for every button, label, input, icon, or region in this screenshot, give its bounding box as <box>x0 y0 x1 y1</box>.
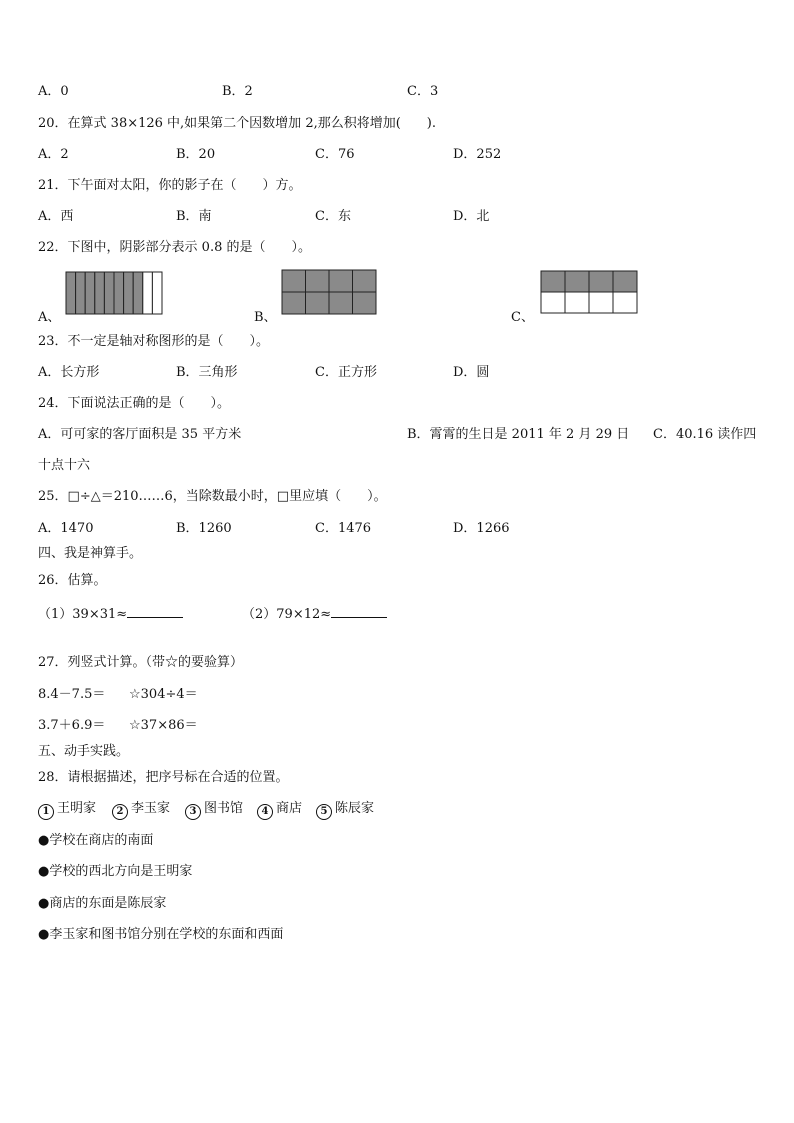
q28-clue-3: ●商店的东面是陈辰家 <box>38 896 167 911</box>
q20-stem: 20．在算式 38×126 中,如果第二个因数增加 2,那么积将增加( ). <box>38 116 436 131</box>
figure-b-cell <box>353 270 377 292</box>
place-4 <box>257 801 302 820</box>
figure-c-grid <box>540 270 638 314</box>
q24-stem: 24．下面说法正确的是（ ）。 <box>38 396 231 411</box>
figure-b-cell <box>282 270 306 292</box>
figure-a-column <box>152 272 162 314</box>
q20-option-d: D．252 <box>453 147 502 162</box>
q20-option-c: C．76 <box>315 147 355 162</box>
figure-a-column <box>124 272 134 314</box>
figure-c-cell <box>613 292 637 313</box>
number-4-circle-icon: 4 <box>257 804 273 820</box>
answer-blank[interactable] <box>127 605 183 618</box>
q25-option-c: C．1476 <box>315 521 372 536</box>
figure-a-column <box>85 272 95 314</box>
q25-option-a: A．1470 <box>38 521 94 536</box>
q26-part-2-label: （2）79×12≈ <box>242 607 332 622</box>
q26-stem: 26．估算。 <box>38 573 107 588</box>
q22-option-c: C、 <box>511 310 534 325</box>
q19-option-a: A．0 <box>38 84 69 99</box>
answer-blank[interactable] <box>331 605 387 618</box>
place-1 <box>38 801 96 820</box>
q23-option-c: C．正方形 <box>315 365 377 380</box>
figure-c-cell <box>565 271 589 292</box>
q27-item-3: 3.7＋6.9＝ <box>38 718 106 733</box>
number-5-circle-icon: 5 <box>316 804 332 820</box>
q22-stem: 22．下图中，阴影部分表示 0.8 的是（ ）。 <box>38 240 311 255</box>
q23-option-b: B．三角形 <box>176 365 238 380</box>
place-5 <box>316 801 374 820</box>
figure-a-column <box>66 272 76 314</box>
figure-c-cell <box>589 271 613 292</box>
q26-part-1-label: （1）39×31≈ <box>38 607 128 622</box>
q26-part-2 <box>242 605 387 623</box>
figure-c-cell <box>565 292 589 313</box>
place-name: 李玉家 <box>131 801 171 816</box>
figure-a-column <box>76 272 86 314</box>
number-3-circle-icon: 3 <box>185 804 201 820</box>
figure-b-cell <box>329 292 353 314</box>
q21-option-a: A．西 <box>38 209 74 224</box>
q21-option-d: D．北 <box>453 209 490 224</box>
figure-b-cell <box>282 292 306 314</box>
section-4-heading: 四、我是神算手。 <box>38 546 143 561</box>
q28-clue-1: ●学校在商店的南面 <box>38 833 154 848</box>
q27-item-1: 8.4－7.5＝ <box>38 687 106 702</box>
q19-option-b: B．2 <box>222 84 253 99</box>
figure-b-cell <box>329 270 353 292</box>
q20-option-a: A．2 <box>38 147 69 162</box>
figure-b-cell <box>353 292 377 314</box>
q27-stem: 27．列竖式计算。（带☆的要验算） <box>38 655 244 670</box>
q25-option-d: D．1266 <box>453 521 510 536</box>
figure-a-column <box>104 272 114 314</box>
figure-a-column <box>95 272 105 314</box>
q28-clue-2: ●学校的西北方向是王明家 <box>38 864 193 879</box>
q26-part-1 <box>38 605 183 623</box>
figure-a-column <box>133 272 143 314</box>
place-name: 商店 <box>276 801 303 816</box>
figure-c-cell <box>541 271 565 292</box>
number-1-circle-icon: 1 <box>38 804 54 820</box>
q28-stem: 28．请根据描述，把序号标在合适的位置。 <box>38 770 289 785</box>
section-5-heading: 五、动手实践。 <box>38 744 130 759</box>
figure-a-column <box>143 272 153 314</box>
q24-option-c: C．40.16 读作四 <box>653 427 757 442</box>
place-name: 图书馆 <box>204 801 244 816</box>
q19-option-c: C．3 <box>407 84 439 99</box>
q22-option-b: B、 <box>254 310 277 325</box>
q21-option-b: B．南 <box>176 209 212 224</box>
q28-clue-4: ●李玉家和图书馆分别在学校的东面和西面 <box>38 927 284 942</box>
q27-item-2: ☆304÷4＝ <box>129 687 198 702</box>
q24-option-a: A．可可家的客厅面积是 35 平方米 <box>38 427 242 442</box>
q24-option-c-continued: 十点十六 <box>38 458 91 473</box>
figure-c-cell <box>541 292 565 313</box>
figure-b-cell <box>306 270 330 292</box>
place-name: 陈辰家 <box>335 801 375 816</box>
figure-a-column <box>114 272 124 314</box>
figure-c-cell <box>613 271 637 292</box>
q22-option-a: A、 <box>38 310 61 325</box>
place-3 <box>185 801 243 820</box>
figure-c-cell <box>589 292 613 313</box>
q25-option-b: B．1260 <box>176 521 232 536</box>
q20-option-b: B．20 <box>176 147 216 162</box>
q21-stem: 21．下午面对太阳，你的影子在（ ）方。 <box>38 178 302 193</box>
place-name: 王明家 <box>57 801 97 816</box>
q23-option-a: A．长方形 <box>38 365 100 380</box>
q21-option-c: C．东 <box>315 209 351 224</box>
figure-a-strip <box>65 271 163 315</box>
q25-stem: 25．□÷△＝210……6，当除数最小时，□里应填（ ）。 <box>38 489 387 504</box>
figure-b-grid <box>281 269 377 315</box>
q27-item-4: ☆37×86＝ <box>129 718 198 733</box>
place-2 <box>112 801 170 820</box>
number-2-circle-icon: 2 <box>112 804 128 820</box>
q23-option-d: D．圆 <box>453 365 490 380</box>
q23-stem: 23．不一定是轴对称图形的是（ ）。 <box>38 334 270 349</box>
q24-option-b: B．霄霄的生日是 2011 年 2 月 29 日 <box>407 427 630 442</box>
figure-b-cell <box>306 292 330 314</box>
